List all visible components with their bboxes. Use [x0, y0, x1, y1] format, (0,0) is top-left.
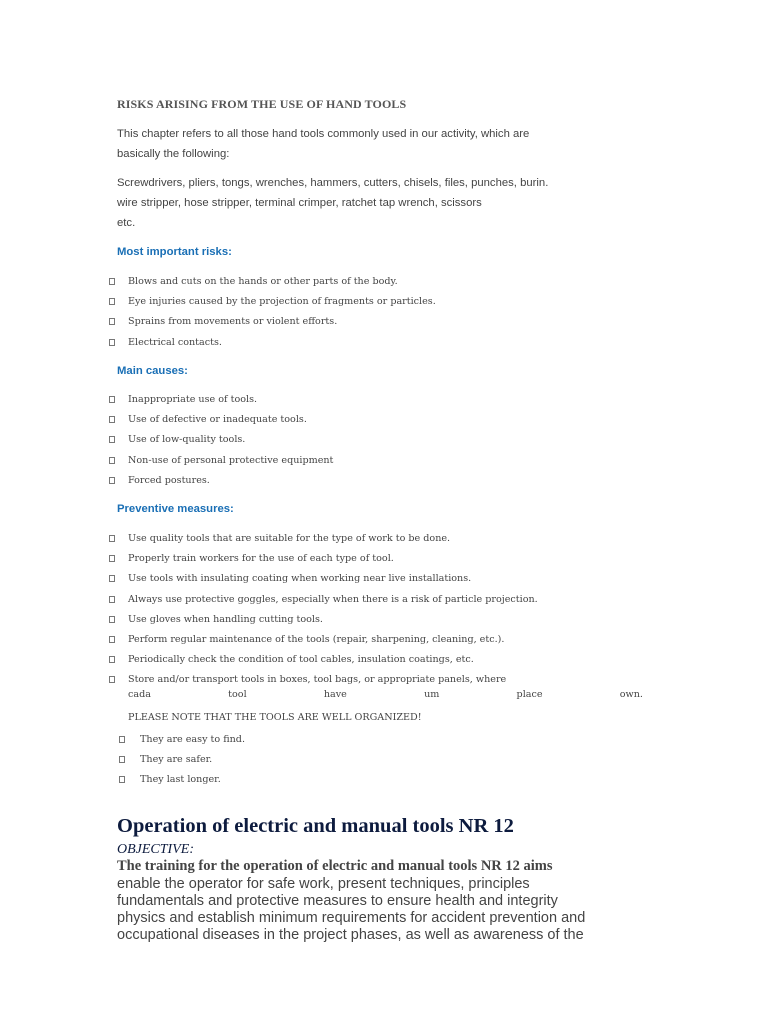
tools-line: etc.	[117, 217, 136, 229]
checkbox-bullet-icon	[109, 339, 115, 346]
tools-line: Screwdrivers, pliers, tongs, wrenches, hammers, cutters, chisels, files, punches, burin.	[117, 177, 549, 189]
body-line: enable the operator for safe work, present techniques, principles	[117, 876, 530, 892]
causes-heading: Main causes:	[117, 365, 188, 377]
checkbox-bullet-icon	[109, 676, 115, 683]
section-title: Operation of electric and manual tools NR 12	[117, 815, 514, 837]
checkbox-bullet-icon	[109, 555, 115, 562]
checkbox-bullet-icon	[109, 477, 115, 484]
checkbox-bullet-icon	[109, 318, 115, 325]
checkbox-bullet-icon	[109, 636, 115, 643]
measures-heading: Preventive measures:	[117, 503, 234, 515]
objective-body	[117, 876, 637, 944]
checkbox-bullet-icon	[109, 436, 115, 443]
body-line: physics and establish minimum requirements for accident prevention and	[117, 910, 586, 926]
checkbox-bullet-icon	[109, 457, 115, 464]
checkbox-bullet-icon	[109, 396, 115, 403]
organization-note: PLEASE NOTE THAT THE TOOLS ARE WELL ORGANIZED!	[128, 712, 422, 723]
checkbox-bullet-icon	[109, 616, 115, 623]
body-line: occupational diseases in the project phases, as well as awareness of the	[117, 927, 584, 943]
aims-line: The training for the operation of electric and manual tools NR 12 aims	[117, 858, 553, 874]
checkbox-bullet-icon	[109, 575, 115, 582]
continuation-line: cada tool have um place own.	[128, 689, 643, 700]
intro-line: basically the following:	[117, 148, 230, 160]
checkbox-bullet-icon	[119, 756, 125, 763]
checkbox-bullet-icon	[109, 656, 115, 663]
intro-line: This chapter refers to all those hand tools commonly used in our activity, which are	[117, 128, 530, 140]
tools-line: wire stripper, hose stripper, terminal crimper, ratchet tap wrench, scissors	[117, 197, 482, 209]
checkbox-bullet-icon	[109, 278, 115, 285]
document-title: RISKS ARISING FROM THE USE OF HAND TOOLS	[117, 97, 407, 111]
body-line: fundamentals and protective measures to ensure health and integrity	[117, 893, 558, 909]
document-page: RISKS ARISING FROM THE USE OF HAND TOOLS This chapter refers to all those hand tools commonly used in our activity, which are basically the following: Screwdrivers, pliers, tongs, wrenches, hammers, cutters, chisels, files, punches, burin. wire stripper, hose stripper, terminal crimper, ratchet tap wrench, scissors etc. Most important risks: Blows and cuts on the hands or other parts of the body. Eye injuries caused by the projection of fragments or particles. Sprains from movements or violent efforts. Electrical contacts. Main causes: Inappropriate use of tools. Use of defective or inadequate tools. Use of low-quality tools. Non-use of personal protective equipment Forced postures. Preventive measures: Use quality tools that are suitable for the type of work to be done. Properly train workers for the use of each type of tool. Use tools with insulating coating when working near live installations. Always use protective goggles, especially when there is a risk of particle projection. Use gloves when handling cutting tools. Perform regular maintenance of the tools (repair, sharpening, cleaning, etc.). Periodically check the condition of tool cables, insulation coatings, etc. Store and/or transport tools in boxes, tool bags, or appropriate panels, where cada tool have um place own. PLEASE NOTE THAT THE TOOLS ARE WELL ORGANIZED! They are easy to find. They are safer. They last longer. Operation of electric and manual tools NR 12 OBJECTIVE: The training for the operation of electric and manual tools NR 12 aims enable the operator for safe work, present techniques, principles fundamentals and protective measures to ensure health and integrity physics and establish minimum requirements for accident prevention and occupational diseases in the project phases, as well as awareness of the	[0, 0, 768, 1024]
checkbox-bullet-icon	[109, 416, 115, 423]
checkbox-bullet-icon	[109, 298, 115, 305]
checkbox-bullet-icon	[119, 736, 125, 743]
objective-label: OBJECTIVE:	[117, 842, 194, 857]
checkbox-bullet-icon	[109, 596, 115, 603]
tools-paragraph	[117, 173, 548, 233]
checkbox-bullet-icon	[119, 776, 125, 783]
checkbox-bullet-icon	[109, 535, 115, 542]
risks-heading: Most important risks:	[117, 246, 232, 258]
intro-paragraph	[117, 124, 529, 164]
